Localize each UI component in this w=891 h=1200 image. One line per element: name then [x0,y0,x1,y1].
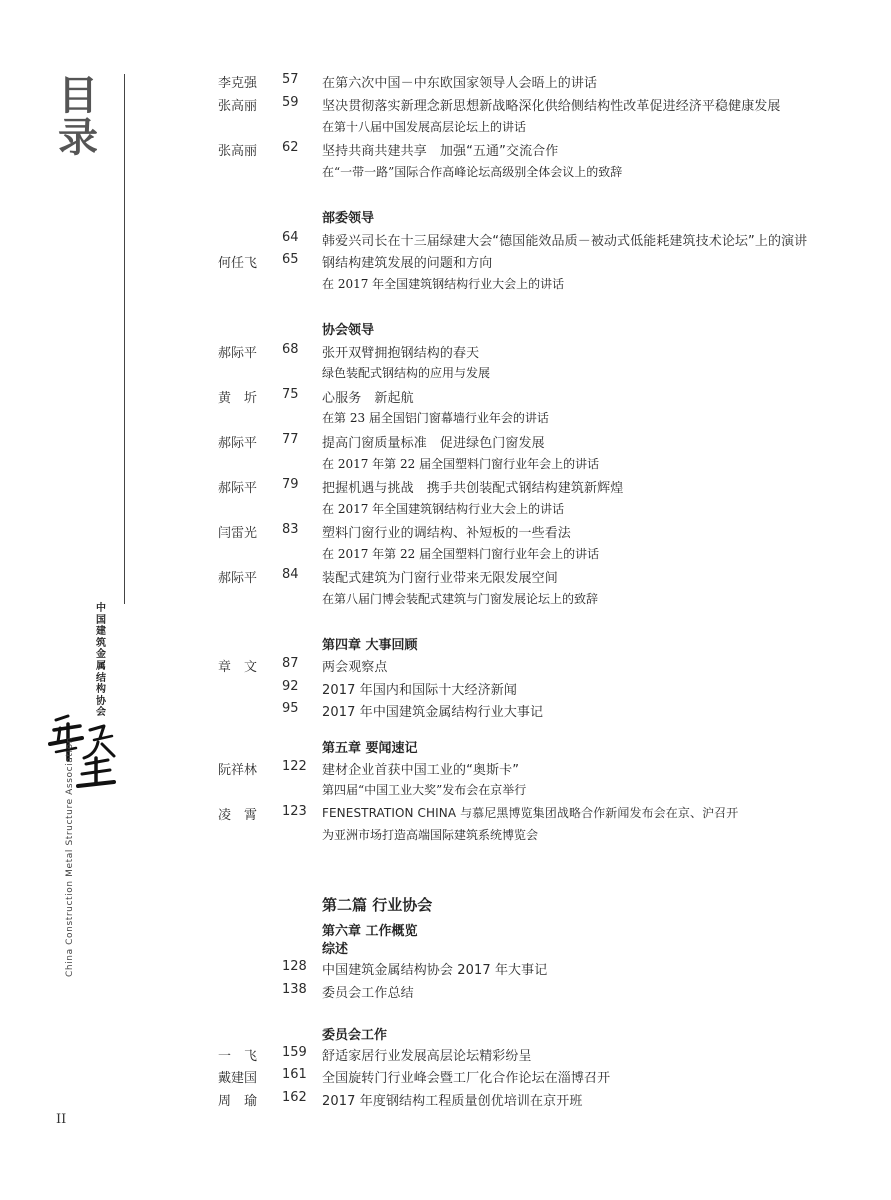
entry-title: 心服务 新起航 [322,391,414,406]
section-label: 综述 [322,942,349,957]
entry-author: 郝际平 [218,481,258,496]
yearbook-calligraphy [46,712,118,794]
entry-title: 坚决贯彻落实新理念新思想新战略深化供给侧结构性改革促进经济平稳健康发展 [322,99,781,114]
section-label: 协会领导 [322,323,375,338]
entry-author: 郝际平 [218,436,258,451]
yearbook-calligraphy-icon [46,712,118,794]
toc-entry [0,804,891,824]
entry-title: 张开双臂拥抱钢结构的春天 [322,346,480,361]
entry-title: 两会观察点 [322,660,388,675]
entry-author: 阮祥林 [218,763,258,778]
entry-title: 把握机遇与挑战 携手共创装配式钢结构建筑新辉煌 [322,481,624,496]
entry-page: 87 [282,656,299,671]
entry-subtitle: 在 2017 年全国建筑钢结构行业大会上的讲话 [322,502,565,516]
entry-author: 张高丽 [218,144,258,159]
entry-subtitle: 在第八届门博会装配式建筑与门窗发展论坛上的致辞 [322,592,599,606]
entry-subtitle: 在第 23 届全国铝门窗幕墙行业年会的讲话 [322,411,549,425]
chapter-label: 第六章 工作概览 [322,924,418,939]
entry-title: 2017 年中国建筑金属结构行业大事记 [322,705,544,720]
section-label: 部委领导 [322,211,375,226]
entry-author: 凌 霄 [218,808,258,823]
entry-subtitle: 在第十八届中国发展高层论坛上的讲话 [322,120,527,134]
toc-entry [0,477,891,497]
entry-title: 坚持共商共建共享 加强“五通”交流合作 [322,144,559,159]
entry-page: 57 [282,72,299,87]
toc-entry [0,72,891,92]
entry-title: FENESTRATION CHINA 与慕尼黑博览集团战略合作新闻发布会在京、沪召开 [322,806,739,820]
entry-page: 122 [282,759,307,774]
part-label: 第二篇 行业协会 [322,896,433,914]
section-label: 委员会工作 [322,1028,388,1043]
entry-subtitle: 在 2017 年第 22 届全国塑料门窗行业年会上的讲话 [322,547,600,561]
entry-page: 65 [282,252,299,267]
toc-entry [0,567,891,587]
chapter-label: 第四章 大事回顾 [322,638,418,653]
entry-page: 62 [282,140,299,155]
entry-page: 77 [282,432,299,447]
toc-entry [0,759,891,779]
entry-title: 2017 年国内和国际十大经济新闻 [322,683,517,698]
entry-author: 戴建国 [218,1071,258,1086]
toc-entry [0,252,891,272]
association-english-name: China Construction Metal Structure Association [65,736,75,977]
entry-page: 162 [282,1090,307,1105]
entry-author: 闫雷光 [218,526,258,541]
entry-page: 84 [282,567,299,582]
entry-author: 李克强 [218,76,258,91]
entry-title: 中国建筑金属结构协会 2017 年大事记 [322,963,548,978]
toc-entry [0,1067,891,1087]
entry-author: 章 文 [218,660,258,675]
toc-entry [0,1045,891,1065]
entry-subtitle: 绿色装配式钢结构的应用与发展 [322,366,491,380]
entry-title: 韩爱兴司长在十三届绿建大会“德国能效品质－被动式低能耗建筑技术论坛”上的演讲 [322,234,808,249]
toc-entry [0,140,891,160]
toc-entry [0,701,891,721]
entry-page: 128 [282,959,307,974]
page-number: II [56,1112,67,1127]
entry-subtitle: 第四届“中国工业大奖”发布会在京举行 [322,783,527,797]
toc-entry [0,959,891,979]
entry-page: 79 [282,477,299,492]
entry-author: 何任飞 [218,256,258,271]
entry-page: 64 [282,230,299,245]
toc-entry [0,387,891,407]
toc-entry [0,982,891,1002]
toc-heading-char-1: 目 [58,73,98,119]
entry-author: 郝际平 [218,346,258,361]
toc-heading-char-2: 录 [58,115,98,161]
chapter-label: 第五章 要闻速记 [322,741,418,756]
entry-title: 全国旋转门行业峰会暨工厂化合作论坛在淄博召开 [322,1071,611,1086]
entry-title: 2017 年度钢结构工程质量创优培训在京开班 [322,1094,583,1109]
entry-page: 138 [282,982,307,997]
entry-page: 161 [282,1067,307,1082]
toc-entry [0,432,891,452]
entry-author: 张高丽 [218,99,258,114]
entry-page: 123 [282,804,307,819]
entry-title: 提高门窗质量标准 促进绿色门窗发展 [322,436,545,451]
entry-title: 委员会工作总结 [322,986,414,1001]
entry-author: 周 瑜 [218,1094,258,1109]
toc-entry [0,342,891,362]
toc-entry [0,95,891,115]
association-name-vertical: 中国建筑金属结构协会 [96,603,106,719]
entry-page: 92 [282,679,299,694]
entry-title: 在第六次中国－中东欧国家领导人会晤上的讲话 [322,76,598,91]
entry-page: 59 [282,95,299,110]
entry-page: 95 [282,701,299,716]
entry-subtitle: 在“一带一路”国际合作高峰论坛高级别全体会议上的致辞 [322,165,623,179]
entry-author: 郝际平 [218,571,258,586]
entry-page: 75 [282,387,299,402]
toc-entry [0,1090,891,1110]
entry-title: 塑料门窗行业的调结构、补短板的一些看法 [322,526,571,541]
entry-title: 钢结构建筑发展的问题和方向 [322,256,493,271]
entry-page: 159 [282,1045,307,1060]
entry-title: 舒适家居行业发展高层论坛精彩纷呈 [322,1049,532,1064]
entry-author: 黄 圻 [218,391,258,406]
entry-page: 83 [282,522,299,537]
toc-entry [0,679,891,699]
toc-entry [0,230,891,250]
entry-subtitle: 在 2017 年第 22 届全国塑料门窗行业年会上的讲话 [322,457,600,471]
entry-subtitle: 为亚洲市场打造高端国际建筑系统博览会 [322,828,539,842]
toc-entry [0,522,891,542]
entry-author: 一 飞 [218,1049,258,1064]
toc-entry [0,656,891,676]
entry-title: 建材企业首获中国工业的“奥斯卡” [322,763,520,778]
entry-page: 68 [282,342,299,357]
entry-subtitle: 在 2017 年全国建筑钢结构行业大会上的讲话 [322,277,565,291]
entry-title: 装配式建筑为门窗行业带来无限发展空间 [322,571,558,586]
